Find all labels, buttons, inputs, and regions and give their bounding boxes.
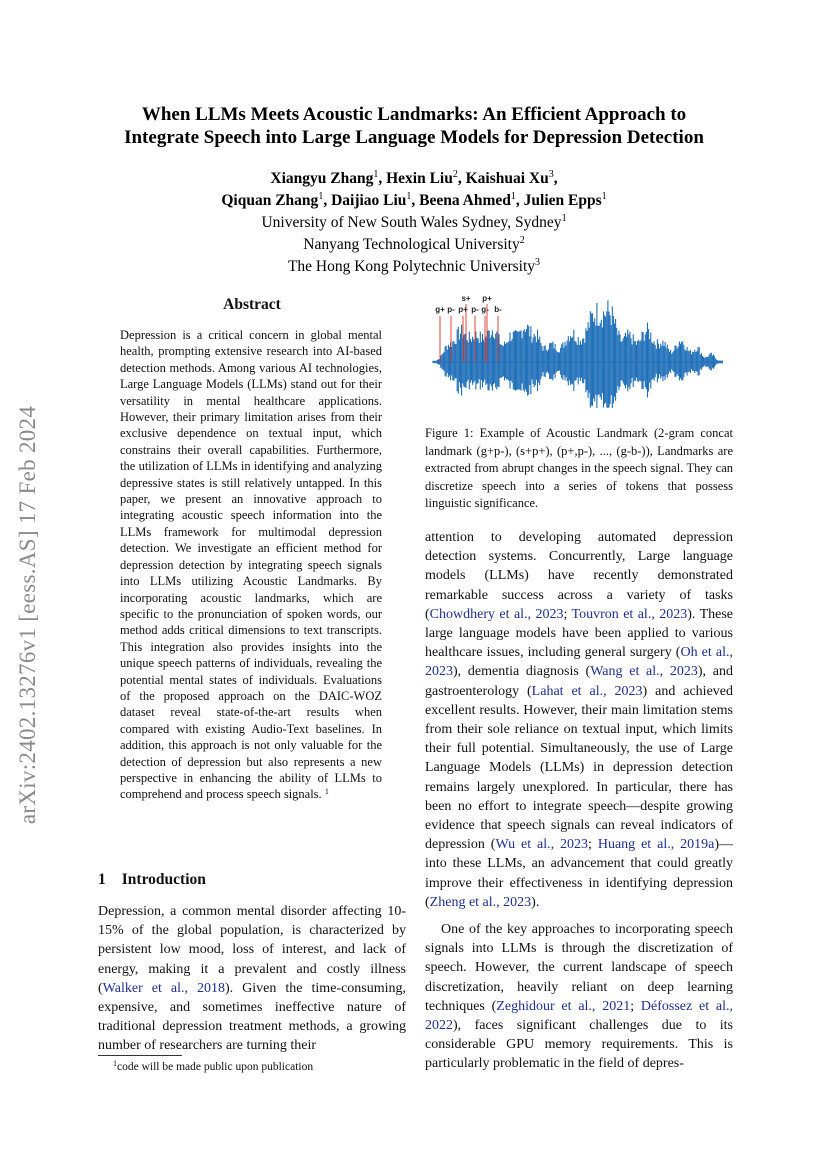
landmark-label: p- <box>471 305 479 314</box>
landmark-label: s+ <box>461 294 471 303</box>
author-name: Hexin Liu <box>386 170 453 187</box>
affiliation-text: Nanyang Technological University <box>303 236 520 253</box>
introduction-paragraph <box>98 902 406 1056</box>
text-run: Depression, a common mental disorder affecting 10-15% of the global population, is characterized by persistent low mood, loss of interest, and lack of energy, making it a prevalent and costly illness ( <box>98 904 406 996</box>
text-run: ). Given the time-consuming, expensive, and sometimes ineffective nature of traditional depression treatment methods, a growing number of researchers are turning their <box>98 980 407 1054</box>
text-run: ; <box>630 998 641 1014</box>
paragraph <box>425 920 733 1074</box>
paragraph <box>425 528 733 912</box>
citation-link[interactable]: Wang et al., 2023 <box>590 664 698 680</box>
affiliation-mark: 1 <box>318 191 324 202</box>
figure-caption: Figure 1: Example of Acoustic Landmark (2-gram concat landmark (g+p-), (s+p+), (p+,p-), ..., (g-b-)), Landmarks are extracted from abrupt changes in the speech signal. They can discretize speech into a series of tokens that possess linguistic significance. <box>425 426 733 511</box>
affiliation-3 <box>90 256 738 278</box>
text-run: ) and achieved excellent results. However, their main limitation stems from their sole reliance on textual input, which limits their full potential. Simultaneously, the use of Large Language Models (LLMs) in depression detection remains largely unexplored. In particular, there has been no effort to integrate speech—despite growing evidence that speech signals can reveal indicators of depression ( <box>425 683 734 853</box>
abstract-heading: Abstract <box>223 296 281 313</box>
author-name: Xiangyu Zhang <box>270 170 374 187</box>
title-line-1: When LLMs Meets Acoustic Landmarks: An Efficient Approach to <box>141 104 687 125</box>
author-name: Qiquan Zhang <box>221 192 319 209</box>
abstract-text: Depression is a critical concern in global mental health, prompting extensive research into AI-based detection methods. Among various AI technologies, Large Language Models (LLMs) stand out for their versatility in mental healthcare applications. However, their primary limitation arises from their exclusive dependence on textual input, which constrains their overall capabilities. Furthermore, the utilization of LLMs in identifying and analyzing depressive states is still relatively untapped. In this paper, we present an innovative approach to integrating acoustic speech information into the LLMs framework for multimodal depression detection. We investigate an efficient method for depression detection by integrating speech signals into LLMs utilizing Acoustic Landmarks. By incorporating acoustic landmarks, which are specific to the pronunciation of spoken words, our method adds critical dimensions to text transcripts. This integration also provides insights into the unique speech patterns of individuals, revealing the potential mental states of individuals. Evaluations of the proposed approach on the DAIC-WOZ dataset reveal state-of-the-art results when compared with existing Audio-Text baselines. In addition, this approach is not only valuable for the detection of depression but also represents a new perspective in enhancing the ability of LLMs to comprehend and process speech signals. <box>120 328 382 802</box>
citation-link[interactable]: Oh et al., 2023 <box>425 645 733 680</box>
citation-link[interactable]: Touvron et al., 2023 <box>571 606 688 622</box>
author-separator: , <box>515 192 524 209</box>
affiliation-text: University of New South Wales Sydney, Sydney <box>261 214 562 231</box>
text-run: attention to developing automated depression detection systems. Concurrently, Large language models (LLMs) have recently demonstrated remarkable success across a variety of tasks ( <box>425 530 733 622</box>
citation-link[interactable]: Zeghidour et al., 2021 <box>496 998 631 1014</box>
author-block <box>90 168 738 278</box>
citation-link[interactable]: Lahat et al., 2023 <box>531 683 643 699</box>
text-run: )—into these LLMs, an advancement that could greatly improve their effectiveness in identifying depression ( <box>425 837 734 910</box>
affiliation-mark: 1 <box>406 191 412 202</box>
affiliation-mark: 2 <box>452 169 458 180</box>
affiliation-mark: 3 <box>535 257 541 268</box>
citation-link[interactable]: Wu et al., 2023 <box>495 837 589 853</box>
arxiv-identifier: arXiv:2402.13276v1 [eess.AS] 17 Feb 2024 <box>15 405 40 825</box>
affiliation-mark: 3 <box>548 169 554 180</box>
author-name: Daijiao Liu <box>331 192 407 209</box>
affiliation-mark: 1 <box>601 191 607 202</box>
author-name: Beena Ahmed <box>419 192 511 209</box>
section-title: Introduction <box>121 871 206 888</box>
paragraph <box>98 902 406 1056</box>
text-run: ; <box>588 837 598 853</box>
author-separator: , <box>323 192 332 209</box>
landmark-label: b- <box>494 305 502 314</box>
affiliation-mark: 1 <box>510 191 516 202</box>
author-separator: , <box>553 170 558 187</box>
speech-waveform <box>433 301 723 409</box>
author-separator: , <box>411 192 420 209</box>
footnote-marker[interactable]: 1 <box>324 787 329 797</box>
author-line-1 <box>90 168 738 190</box>
text-run: ), dementia diagnosis ( <box>453 664 591 680</box>
citation-link[interactable]: Défossez et al., 2022 <box>425 998 733 1034</box>
arxiv-sidebar <box>8 360 48 870</box>
footnote-text: code will be made public upon publication <box>117 1061 314 1073</box>
affiliation-text: The Hong Kong Polytechnic University <box>287 258 536 275</box>
author-name: Julien Epps <box>523 192 602 209</box>
text-run: ; <box>563 606 572 622</box>
footnote-mark: 1 <box>113 1059 117 1068</box>
text-run: ). <box>531 894 540 910</box>
text-run: ), faces significant challenges due to its considerable GPU memory requirements. This is particularly problematic in the field of depres- <box>425 1018 733 1072</box>
title-line-2: Integrate Speech into Large Language Models for Depression Detection <box>124 127 704 148</box>
author-line-2 <box>90 190 738 212</box>
citation-link[interactable]: Walker et al., 2018 <box>102 980 225 996</box>
affiliation-2 <box>90 234 738 256</box>
paper-title <box>90 103 738 149</box>
section-number: 1 <box>98 871 106 888</box>
waveform-figure <box>425 290 733 408</box>
section-heading-introduction <box>98 871 206 889</box>
landmark-label: p+ <box>482 294 492 303</box>
author-name: Kaishuai Xu <box>465 170 549 187</box>
footnote-divider <box>98 1055 182 1056</box>
citation-link[interactable]: Zheng et al., 2023 <box>429 894 532 910</box>
landmark-labels <box>435 294 502 314</box>
author-separator: , <box>378 170 387 187</box>
affiliation-mark: 2 <box>519 235 525 246</box>
abstract-body <box>120 327 382 803</box>
author-separator: , <box>457 170 466 187</box>
right-column-text <box>425 528 733 1074</box>
landmark-label: p+ <box>458 305 468 314</box>
landmark-label: p- <box>447 305 455 314</box>
affiliation-mark: 1 <box>373 169 379 180</box>
figure-acoustic-landmark <box>425 290 733 408</box>
text-run: ), and gastroenterology ( <box>425 664 733 699</box>
affiliation-1 <box>90 212 738 234</box>
citation-link[interactable]: Huang et al., 2019a <box>597 837 715 853</box>
text-run: One of the key approaches to incorporating speech signals into LLMs is through the discretization of speech. However, the current landscape of speech discretization, heavily reliant on deep learning techniques ( <box>425 922 733 1014</box>
citation-link[interactable]: Chowdhery et al., 2023 <box>429 606 564 622</box>
text-run: ). These large language models have been applied to various healthcare issues, including general surgery ( <box>425 606 733 661</box>
landmark-label: g- <box>481 305 489 314</box>
landmark-label: g+ <box>435 305 445 314</box>
footnote <box>113 1061 313 1073</box>
affiliation-mark: 1 <box>561 213 567 224</box>
